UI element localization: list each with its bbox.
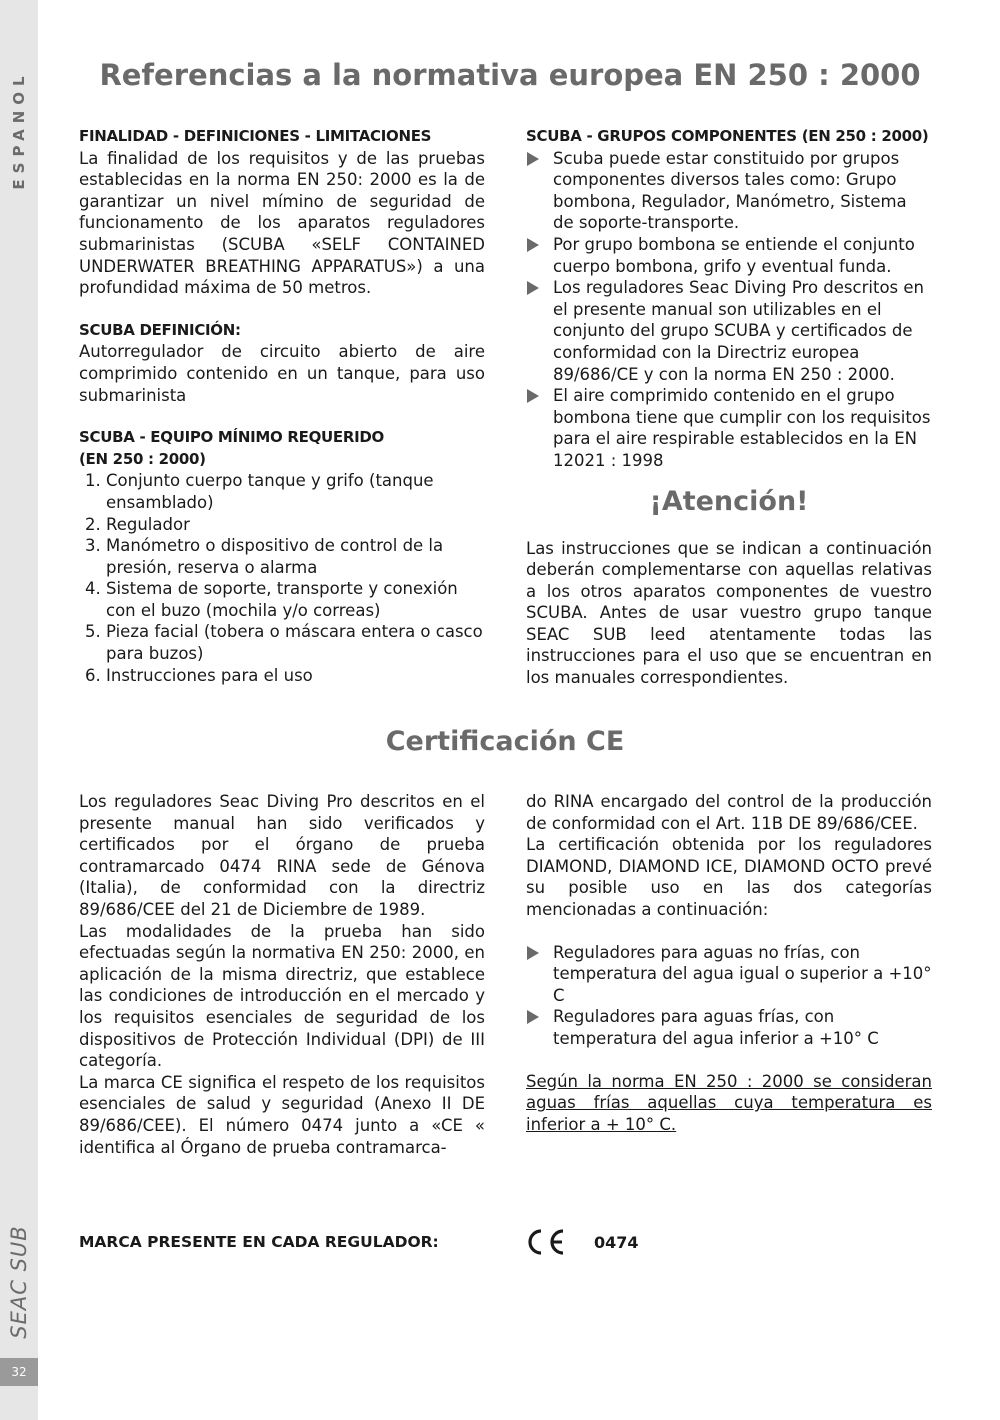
atencion-heading: ¡Atención! [649, 485, 809, 517]
cold-water-note: Según la norma EN 250 : 2000 se consideran aguas frías aquellas cuya temperatura es inferior a + 10° C. [526, 1071, 932, 1134]
right-column-top [526, 126, 932, 689]
cert-paragraph: Los reguladores Seac Diving Pro descritos en el presente manual han sido verificados y certificados por el órgano de prueba contramarcado 0474 RINA sede de Génova (Italia), de conformidad con la directriz 89/686/CEE del 21 de Diciembre de 1989. [79, 792, 485, 919]
finalidad-heading: FINALIDAD - DEFINICIONES - LIMITACIONES [79, 127, 432, 145]
list-item: Reguladores para aguas frías, con temperatura del agua inferior a +10° C [526, 1006, 932, 1049]
list-item: 3. Manómetro o dispositivo de control de la presión, reserva o alarma [106, 535, 485, 578]
page-title: Referencias a la normativa europea EN 250 : 2000 [99, 58, 921, 92]
notified-body-number: 0474 [594, 1233, 639, 1252]
cert-paragraph: La marca CE significa el respeto de los requisitos esenciales de salud y seguridad (Anexo II DE 89/686/CEE). El número 0474 junto a «CE « identifica al Órgano de prueba contramarca- [79, 1072, 485, 1157]
ce-mark-icon [525, 1228, 569, 1256]
list-item: Los reguladores Seac Diving Pro descritos en el presente manual son utilizables en el conjunto del grupo SCUBA y certificados de conformidad con la Directriz europea 89/686/CE y con la norma EN 250 : 2000. [526, 277, 932, 385]
list-item: 1. Conjunto cuerpo tanque y grifo (tanque ensamblado) [106, 470, 485, 513]
grupos-heading: SCUBA - GRUPOS COMPONENTES (EN 250 : 2000) [526, 127, 929, 145]
list-item: Por grupo bombona se entiende el conjunto cuerpo bombona, grifo y eventual funda. [526, 234, 932, 277]
cert-paragraph: do RINA encargado del control de la producción de conformidad con el Art. 11B DE 89/686/CEE. [526, 792, 932, 833]
list-item: El aire comprimido contenido en el grupo bombona tiene que cumplir con los requisitos para el aire respirable establecidos en la EN 12021 : 1998 [526, 385, 932, 471]
list-item: 4. Sistema de soporte, transporte y conexión con el buzo (mochila y/o correas) [106, 578, 485, 621]
cert-paragraph: Las modalidades de la prueba han sido efectuadas según la normativa EN 250: 2000, en aplicación de la misma directriz, que establece las condiciones de introducción en el mercado y los requisitos esenciales de seguridad de los dispositivos de Protección Individual (DPI) de III categoría. [79, 921, 485, 1071]
list-item: Scuba puede estar constituido por grupos componentes diversos tales como: Grupo bombona, Regulador, Manómetro, Sistema de soporte-transporte. [526, 148, 932, 234]
arrow-bullet-icon [527, 238, 539, 252]
list-item: 6. Instrucciones para el uso [106, 665, 485, 687]
cert-paragraph: La certificación obtenida por los reguladores DIAMOND, DIAMOND ICE, DIAMOND OCTO prevé su posible uso en las dos categorías mencionadas a continuación: [526, 835, 932, 919]
equipo-heading-norm: (EN 250 : 2000) [79, 449, 206, 468]
list-item: 2. Regulador [106, 514, 485, 536]
arrow-bullet-icon [527, 946, 539, 960]
arrow-bullet-icon [527, 152, 539, 166]
list-item: Reguladores para aguas no frías, con temperatura del agua igual o superior a +10° C [526, 942, 932, 1007]
categories-list [526, 942, 932, 1050]
language-label: ESPANOL [10, 70, 28, 190]
definicion-heading: SCUBA DEFINICIÓN: [79, 320, 241, 339]
certificacion-heading: Certificación CE [385, 726, 625, 757]
finalidad-text: La finalidad de los requisitos y de las pruebas establecidas en la norma EN 250: 2000 es la de garantizar un nivel mímino de seguridad de funcionamento de los aparatos reguladores submarinistas (SCUBA «SELF CONTAINED UNDERWATER BREATHING APPARATUS») a una profundidad máxima de 50 metros. [79, 148, 485, 298]
right-column-bottom [526, 791, 932, 1135]
page-number: 32 [0, 1358, 38, 1386]
left-column-bottom [79, 791, 485, 1158]
sidebar [0, 0, 38, 1420]
arrow-bullet-icon [527, 1010, 539, 1024]
brand-label: SEAC SUB [7, 1225, 31, 1339]
grupos-list [526, 148, 932, 472]
atencion-text: Las instrucciones que se indican a continuación deberán complementarse con aquellas relativas a los otros aparatos componentes de vuestro SCUBA. Antes de usar vuestro grupo tanque SEAC SUB leed atentamente todas las instrucciones para el uso que se encuentran en los manuales correspondientes. [526, 538, 932, 688]
list-item: 5. Pieza facial (tobera o máscara entera o casco para buzos) [106, 621, 485, 664]
left-column-top [79, 126, 485, 686]
equipo-heading: SCUBA - EQUIPO MÍNIMO REQUERIDO [79, 428, 384, 447]
mark-label: MARCA PRESENTE EN CADA REGULADOR: [79, 1233, 439, 1251]
arrow-bullet-icon [527, 389, 539, 403]
equipo-list [79, 470, 485, 686]
arrow-bullet-icon [527, 281, 539, 295]
definicion-text: Autorregulador de circuito abierto de aire comprimido contenido en un tanque, para uso submarinista [79, 342, 485, 405]
